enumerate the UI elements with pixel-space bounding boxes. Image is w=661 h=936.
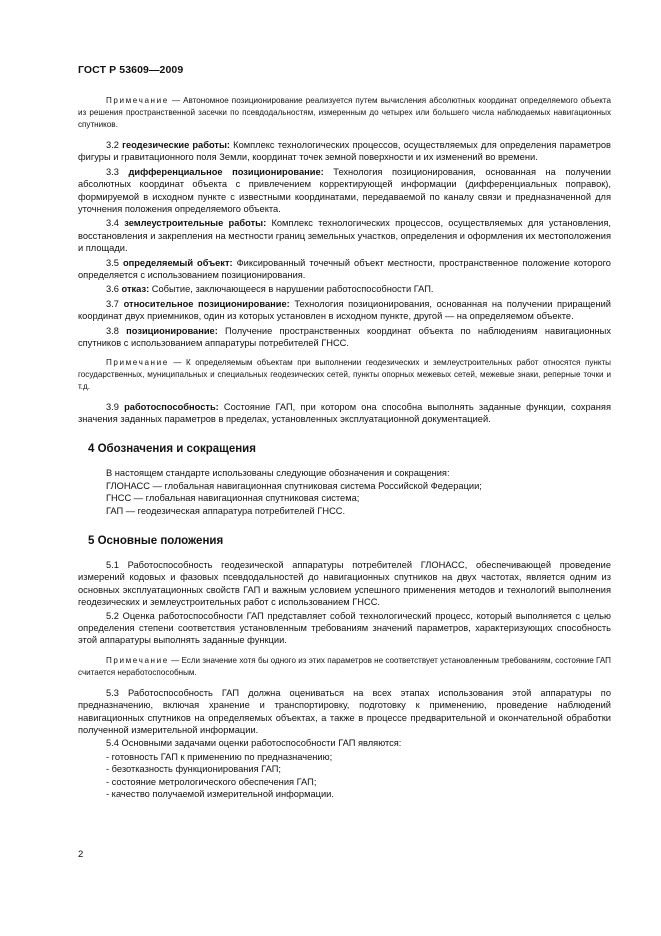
- section-4-heading: 4 Обозначения и сокращения: [88, 443, 256, 456]
- note-objects: Примечание — К определяемым объектам при выполнении геодезических и землеустроительных работ относятся пункты государственных, муниципальных и специальных геодезических сетей, пункты опорных межевых сетей, межевые знаки, реперные точки и т.д.: [78, 357, 611, 391]
- abbreviation-item: ГЛОНАСС — глобальная навигационная спутниковая система Российской Федерации;: [106, 480, 482, 491]
- abbreviation-item: ГНСС — глобальная навигационная спутниковая система;: [106, 493, 360, 504]
- document-header: ГОСТ Р 53609—2009: [78, 64, 184, 76]
- paragraph-5-3: 5.3 Работоспособность ГАП должна оцениваться на всех этапах использования этой аппаратуры по предназначению, включая хранение и транспортировку, подготовку к применению, проведение наблюдений навигационных спутников на определяемых объектах, а также в процессе предварительной и окончательной обработки полученной измерительной информации.: [78, 687, 611, 735]
- definition-item: 3.9 работоспособность: Состояние ГАП, при котором она способна выполнять заданные функции, сохраняя значения заданных параметров в пределах, установленных эксплуатационной документацией.: [78, 401, 611, 424]
- paragraph-5-1: 5.1 Работоспособность геодезической аппаратуры потребителей ГЛОНАСС, обеспечивающей проведение измерений кодовых и фазовых псевдодальностей до навигационных спутников на двух частотах, является одним из основных эксплуатационных свойств ГАП и важным условием успешного применения методов и технологий выполнения геодезических и землеустроительных работ с использованием ГНСС.: [78, 559, 611, 608]
- definition-item: 3.8 позиционирование: Получение пространственных координат объекта по наблюдениям навигационных спутников с использованием аппаратуры потребителей ГНСС.: [78, 325, 611, 349]
- page-content: [78, 95, 611, 800]
- task-item: - состояние метрологического обеспечения ГАП;: [106, 776, 317, 787]
- task-item: - готовность ГАП к применению по предназначению;: [106, 751, 333, 762]
- task-item: - безотказность функционирования ГАП;: [106, 764, 281, 775]
- definition-item: 3.7 относительное позиционирование: Технология позиционирования, основанная на получении приращений координат двух приемников, один из которых установлен в исходном пункте, другой — на определяемом объекте.: [78, 298, 611, 322]
- note-parameters: Примечание — Если значение хотя бы одного из этих параметров не соответствует установленным требованиям, состояние ГАП считается неработоспособным.: [78, 655, 611, 677]
- task-item: - качество получаемой измерительной информации.: [106, 789, 334, 800]
- note-label: Примечание: [106, 655, 169, 665]
- definition-item: 3.6 отказ: Событие, заключающееся в нарушении работоспособности ГАП.: [106, 284, 434, 295]
- definition-item: 3.5 определяемый объект: Фиксированный точечный объект местности, пространственное положение которого определяется с использованием позиционирования.: [78, 257, 611, 281]
- paragraph-5-2: 5.2 Оценка работоспособности ГАП представляет собой технологический процесс, который выполняется с целью определения степени соответствия установленным требованиям значений параметров, характеризующих способность этой аппаратуры выполнять заданные функции.: [78, 610, 611, 646]
- section-5-heading: 5 Основные положения: [88, 534, 224, 547]
- section-4-intro: В настоящем стандарте использованы следующие обозначения и сокращения:: [106, 468, 450, 479]
- definition-item: 3.4 землеустроительные работы: Комплекс технологических процессов, осуществляемых для установления, восстановления и закрепления на местности границ земельных участков, определения и оформления их местоположения и площади.: [78, 218, 611, 254]
- definition-item: 3.2 геодезические работы: Комплекс технологических процессов, осуществляемых для определения параметров фигуры и гравитационного поля Земли, координат точек земной поверхности и их изменений во времени.: [78, 140, 611, 163]
- definition-item: 3.3 дифференциальное позиционирование: Технология позиционирования, основанная на получении абсолютных координат объекта с привлечением корректирующей информации (дифференциальных поправок), формируемой в исходном пункте с известными координатами, передаваемой по каналу связи и предназначенной для уточнения положения определяемого объекта.: [78, 166, 611, 215]
- note-positioning: Примечание — Автономное позиционирование реализуется путем вычисления абсолютных координат определяемого объекта из решения пространственной засечки по псевдодальностям, измеренным до четырех или большего числа наблюдаемых навигационных спутников.: [78, 96, 612, 129]
- abbreviation-item: ГАП — геодезическая аппаратура потребителей ГНСС.: [106, 505, 346, 516]
- page-number: 2: [78, 849, 84, 860]
- paragraph-5-4: 5.4 Основными задачами оценки работоспособности ГАП являются:: [106, 738, 402, 749]
- note-label: Примечание: [106, 96, 169, 105]
- note-label: Примечание: [106, 357, 169, 367]
